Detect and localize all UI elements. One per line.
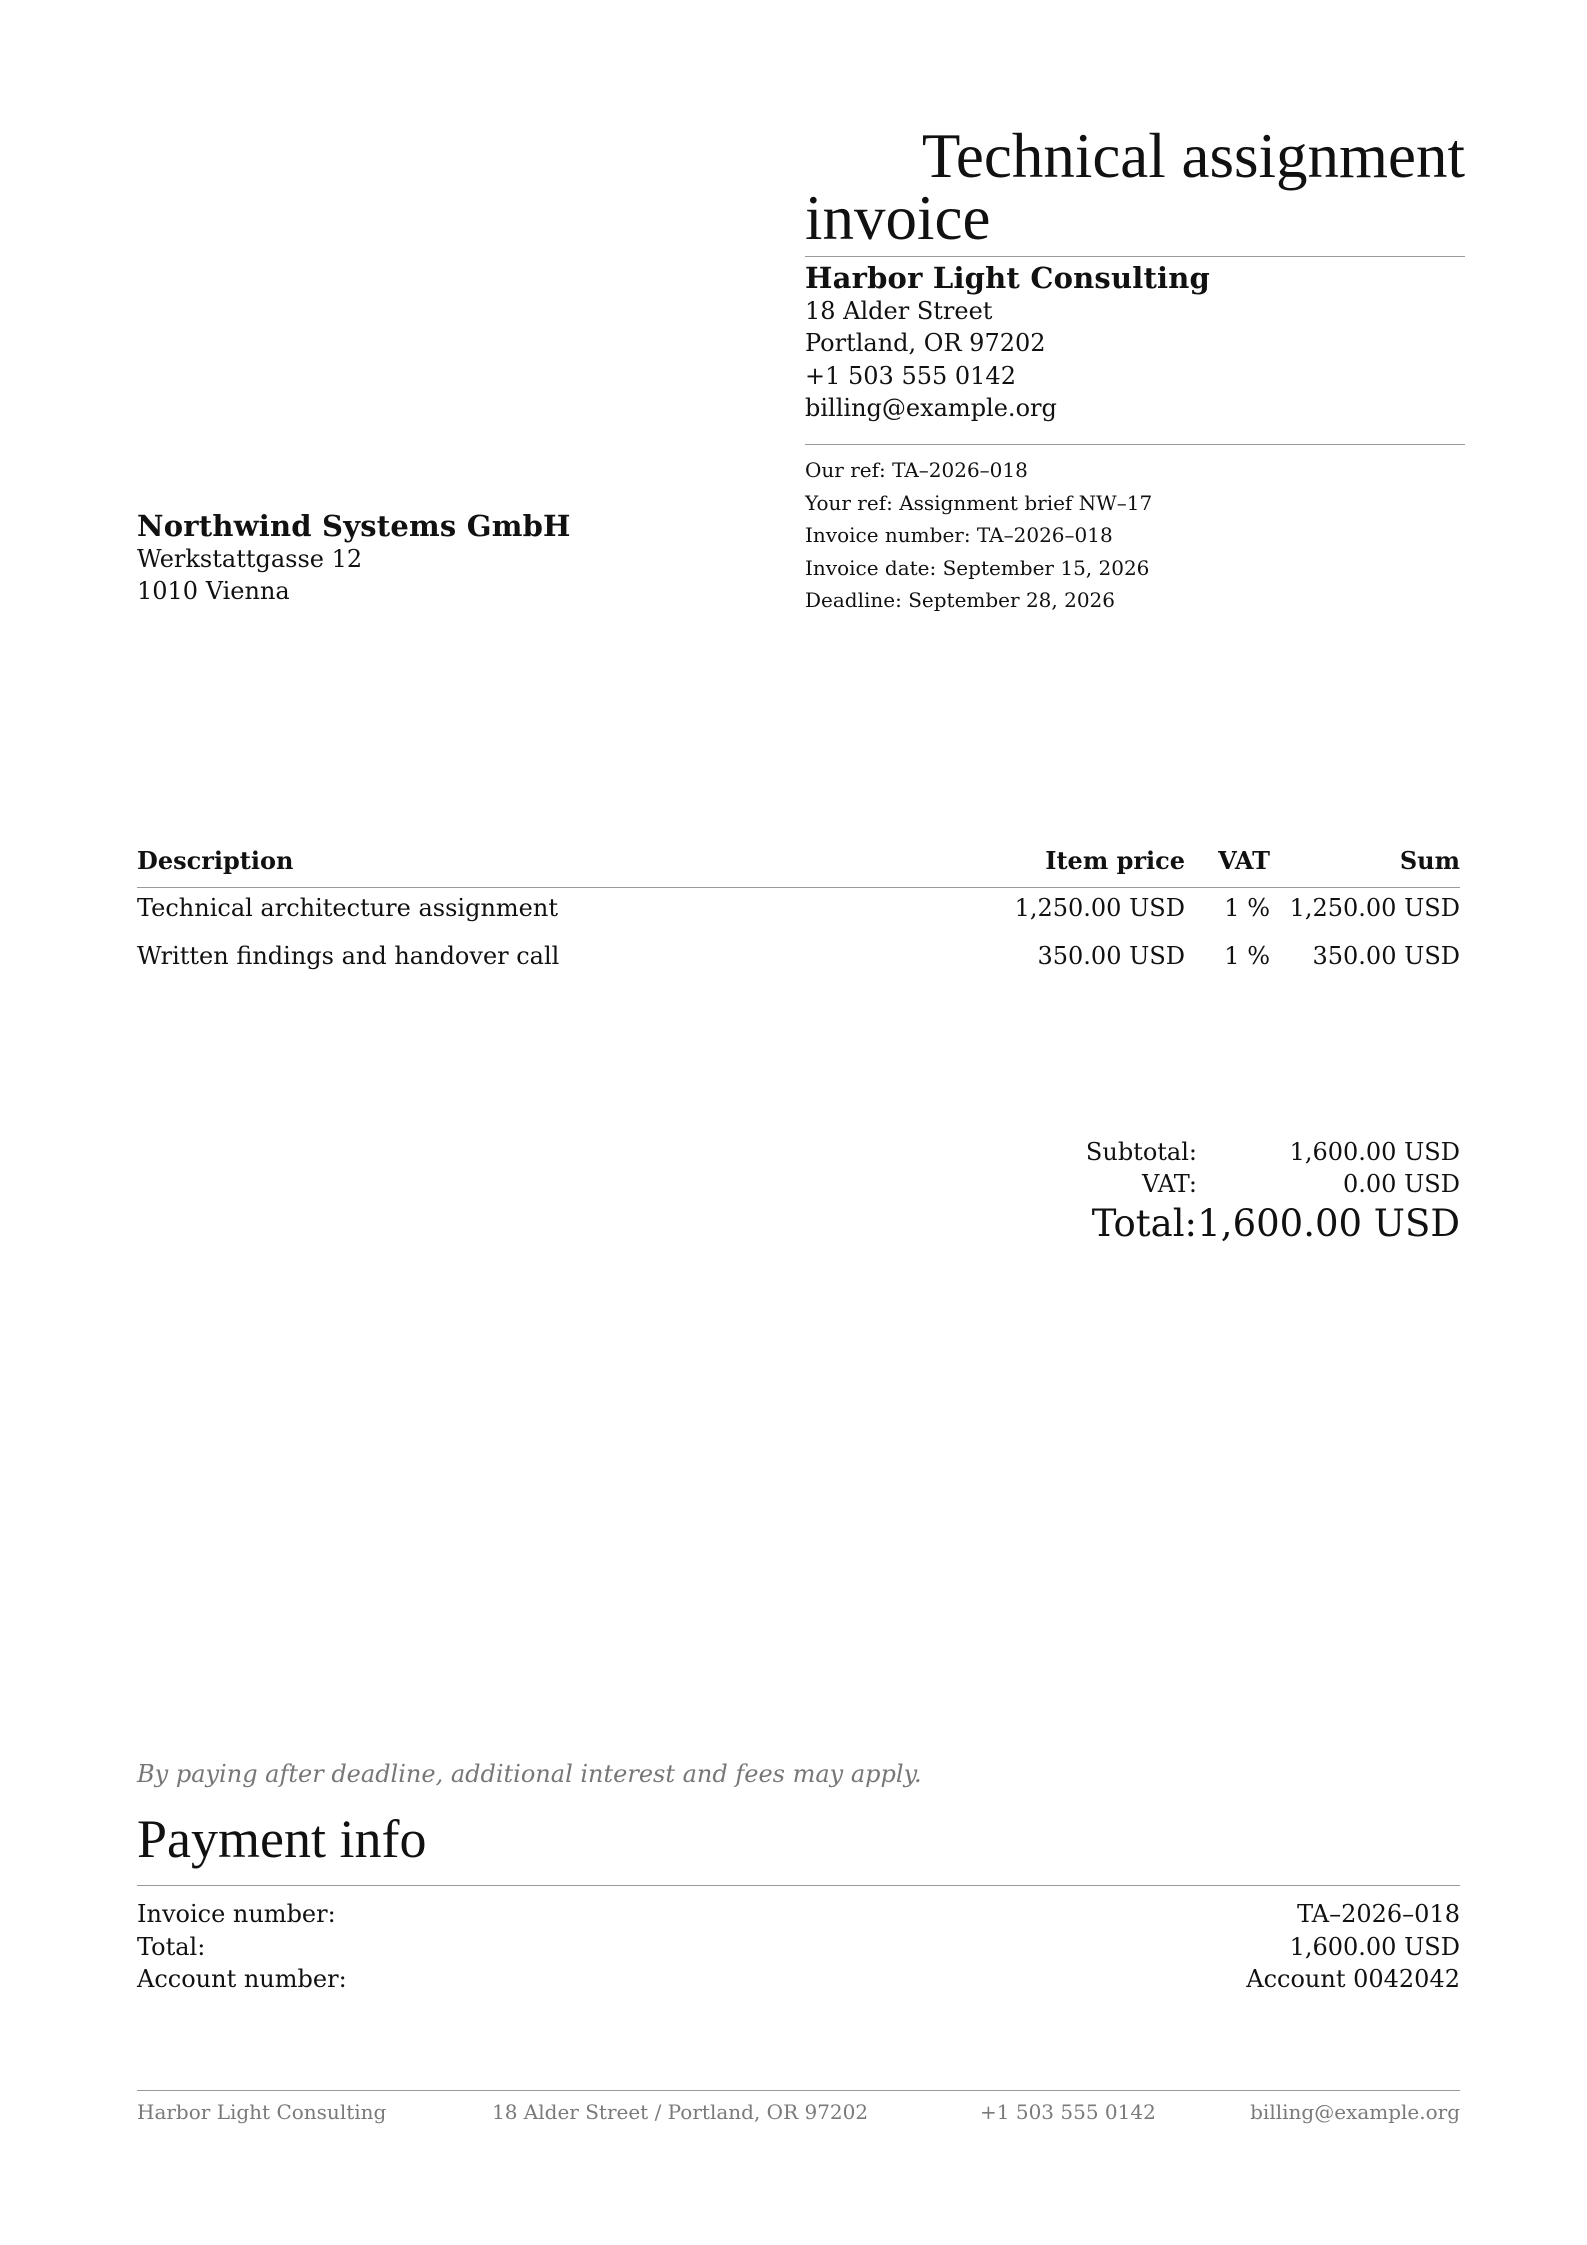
late-payment-note: By paying after deadline, additional interest and fees may apply. — [137, 1760, 922, 1788]
sender-email: billing@example.org — [805, 394, 1057, 422]
subtotal-value: 1,600.00 USD — [1289, 1138, 1460, 1166]
row-description: Written findings and handover call — [137, 942, 560, 970]
sender-block — [805, 262, 1465, 425]
row-item-price: 1,250.00 USD — [1014, 894, 1185, 922]
sender-name: Harbor Light Consulting — [805, 261, 1211, 295]
payment-row — [137, 1965, 1460, 1998]
vat-value: 0.00 USD — [1343, 1170, 1460, 1198]
header-item-price: Item price — [1045, 846, 1185, 875]
row-sum: 350.00 USD — [1312, 942, 1460, 970]
title-divider — [805, 256, 1465, 257]
payment-value: Account 0042042 — [1246, 1965, 1460, 1993]
sender-phone: +1 503 555 0142 — [805, 361, 1016, 390]
payment-value: TA–2026–018 — [1297, 1900, 1460, 1928]
footer-divider — [137, 2090, 1460, 2091]
items-table — [137, 846, 1460, 990]
row-vat: 1 % — [1224, 894, 1270, 922]
meta-your-ref: Your ref: Assignment brief NW–17 — [805, 490, 1153, 515]
total-label: Total: — [1091, 1202, 1197, 1245]
invoice-meta — [805, 454, 1465, 617]
payment-label: Invoice number: — [137, 1900, 336, 1928]
footer — [137, 2100, 1460, 2130]
meta-our-ref: Our ref: TA–2026–018 — [805, 458, 1028, 482]
footer-company: Harbor Light Consulting — [137, 2100, 387, 2124]
payment-row — [137, 1933, 1460, 1966]
footer-address: 18 Alder Street / Portland, OR 97202 — [492, 2100, 869, 2124]
meta-deadline: Deadline: September 28, 2026 — [805, 588, 1115, 612]
sender-city: Portland, OR 97202 — [805, 329, 1046, 357]
footer-phone: +1 503 555 0142 — [980, 2100, 1156, 2124]
recipient-block — [137, 510, 737, 608]
row-item-price: 350.00 USD — [1037, 942, 1185, 970]
invoice-title-line2: invoice — [805, 183, 991, 253]
payment-row — [137, 1900, 1460, 1933]
invoice-title-line1: Technical assignment — [921, 121, 1465, 191]
vat-label: VAT: — [1142, 1170, 1197, 1198]
subtotal-row — [1000, 1138, 1460, 1170]
payment-label: Account number: — [137, 1965, 347, 1993]
vat-row — [1000, 1170, 1460, 1202]
meta-invoice-date: Invoice date: September 15, 2026 — [805, 555, 1150, 580]
subtotal-label: Subtotal: — [1085, 1138, 1197, 1166]
meta-invoice-number: Invoice number: TA–2026–018 — [805, 523, 1113, 547]
total-row — [1000, 1202, 1460, 1246]
row-vat: 1 % — [1224, 942, 1270, 970]
header-vat: VAT — [1218, 846, 1270, 875]
recipient-city: 1010 Vienna — [137, 577, 290, 605]
invoice-title — [805, 121, 1465, 253]
row-sum: 1,250.00 USD — [1289, 894, 1460, 922]
payment-label: Total: — [137, 1932, 206, 1961]
total-value: 1,600.00 USD — [1197, 1202, 1460, 1245]
totals-block — [1000, 1138, 1460, 1246]
sender-street: 18 Alder Street — [805, 296, 993, 325]
payment-info — [137, 1900, 1460, 1998]
table-row — [137, 894, 1460, 942]
recipient-street: Werkstattgasse 12 — [137, 544, 363, 573]
header-sum: Sum — [1399, 846, 1460, 875]
payment-value: 1,600.00 USD — [1289, 1932, 1460, 1961]
table-header-divider — [137, 887, 1460, 888]
sender-divider — [805, 444, 1465, 445]
header-description: Description — [137, 846, 294, 875]
payment-info-title: Payment info — [137, 1809, 427, 1869]
footer-email: billing@example.org — [1250, 2100, 1460, 2124]
table-row — [137, 942, 1460, 990]
items-table-header — [137, 846, 1460, 890]
recipient-name: Northwind Systems GmbH — [137, 509, 571, 543]
row-description: Technical architecture assignment — [137, 894, 558, 922]
payment-divider — [137, 1885, 1460, 1886]
